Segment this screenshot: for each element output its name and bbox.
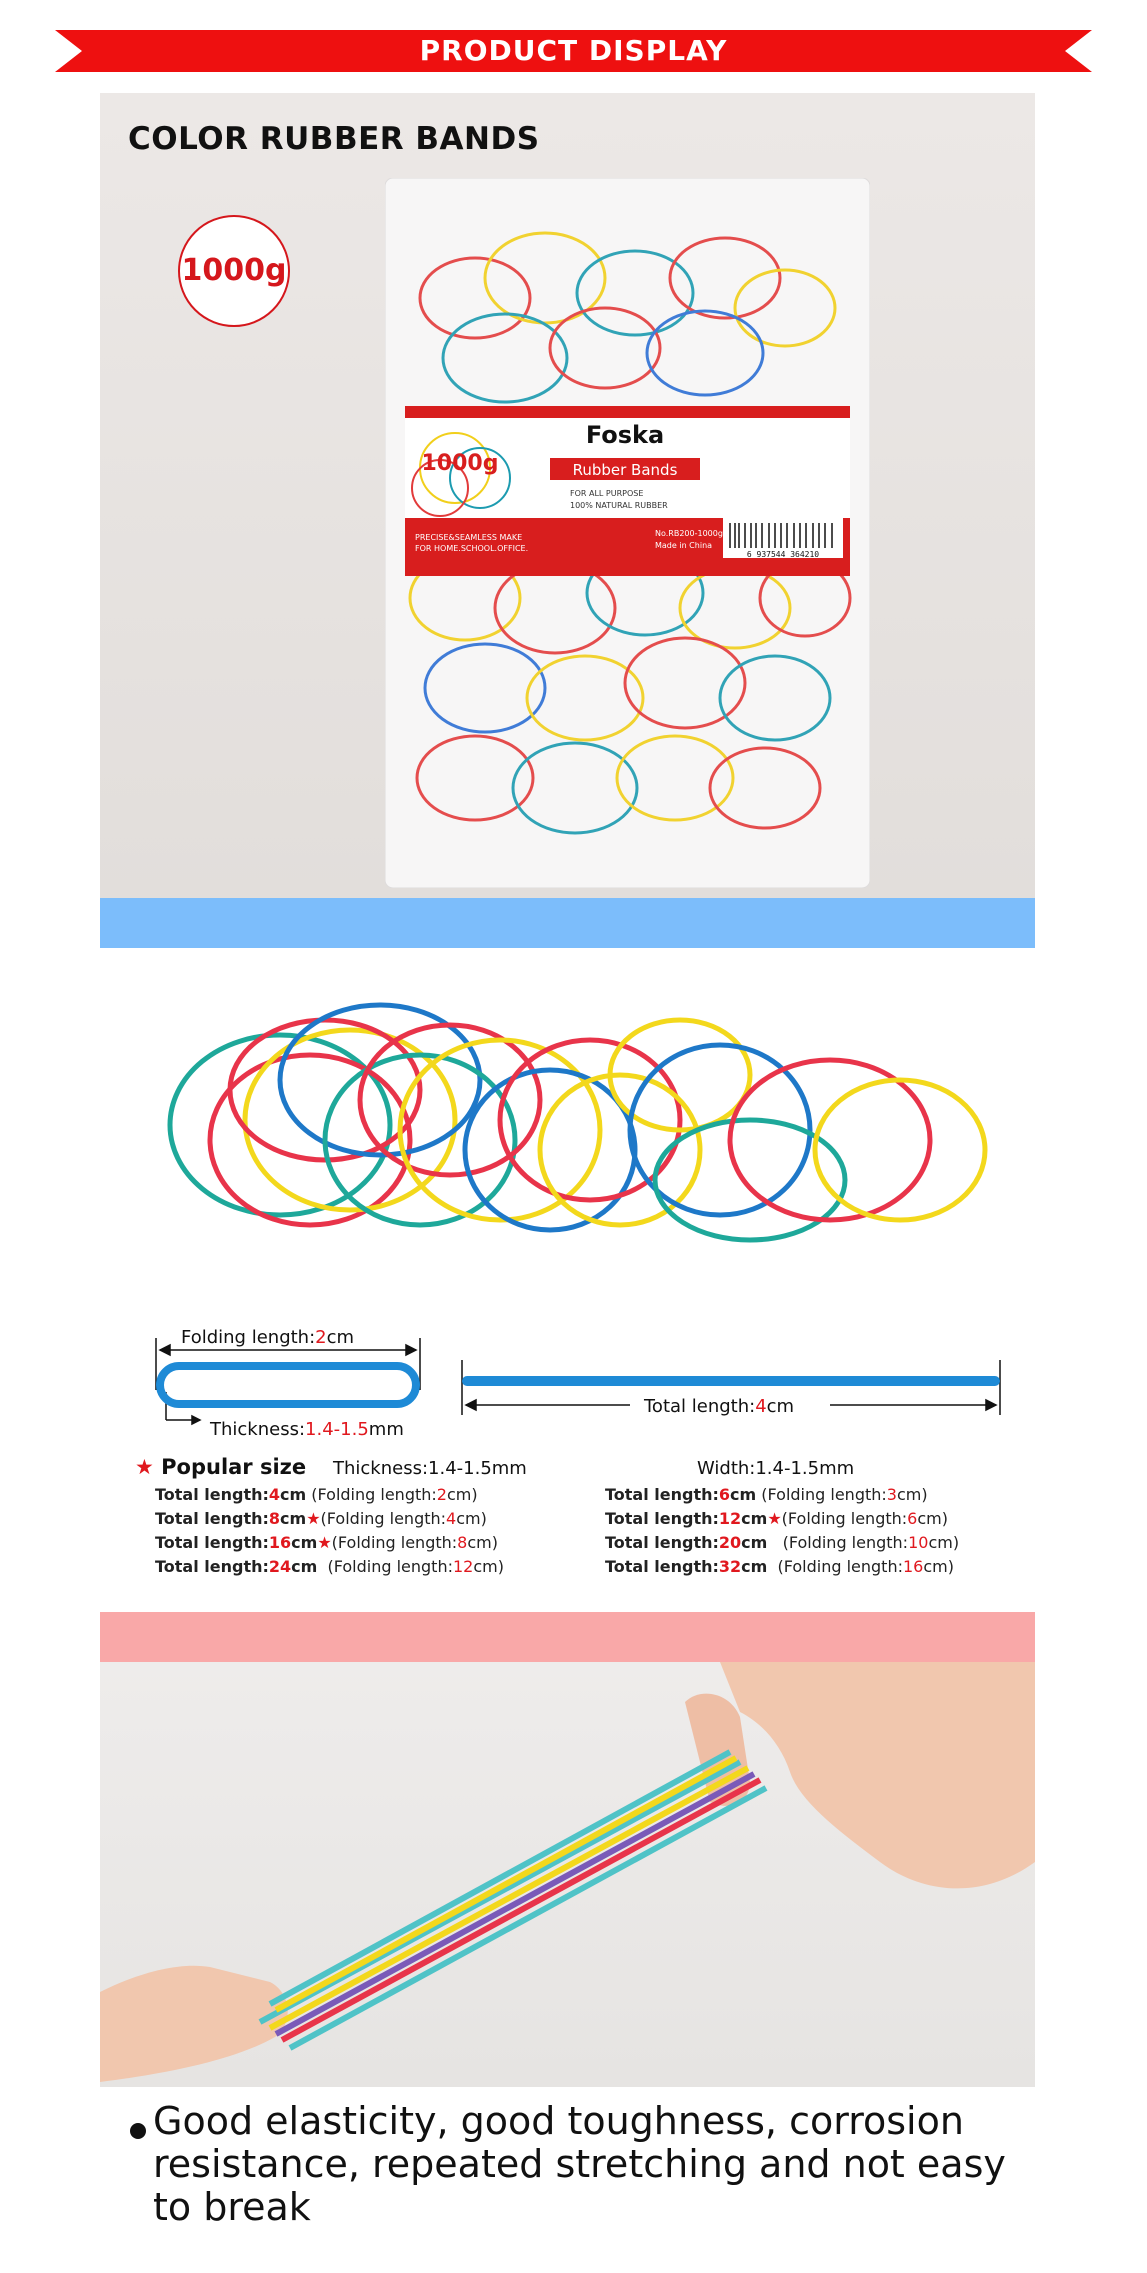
- package-model: No.RB200-1000g: [655, 529, 723, 538]
- folding-close: cm): [923, 1557, 954, 1576]
- star-icon: ★: [767, 1509, 782, 1528]
- popular-size-heading: [135, 1455, 306, 1479]
- thickness-text: Thickness:: [210, 1419, 306, 1440]
- star-icon: ★: [306, 1509, 321, 1528]
- product-title: COLOR RUBBER BANDS: [128, 121, 540, 157]
- star-icon: ★: [135, 1455, 154, 1479]
- total-length-label: [644, 1396, 794, 1417]
- folding-length-text: Folding length:: [181, 1327, 316, 1348]
- total-length-value: 4: [268, 1485, 281, 1504]
- folding-length-value: 16: [902, 1557, 924, 1576]
- size-row: [605, 1557, 954, 1576]
- folding-close: cm): [473, 1557, 504, 1576]
- total-length-label: Total length:: [155, 1509, 269, 1528]
- total-length-label: Total length:: [605, 1485, 719, 1504]
- package-slogan1: PRECISE&SEAMLESS MAKE: [415, 533, 523, 542]
- folding-length-value: 12: [452, 1557, 474, 1576]
- pink-divider: [100, 1612, 1035, 1662]
- total-length-label: Total length:: [605, 1533, 719, 1552]
- blue-divider: [100, 898, 1035, 948]
- thickness-label: [210, 1419, 404, 1440]
- total-length-value: 12: [718, 1509, 742, 1528]
- folding-close: cm): [467, 1533, 498, 1552]
- loose-rubber-bands-image: [150, 980, 1010, 1280]
- total-length-value: 8: [268, 1509, 281, 1528]
- size-row: [155, 1485, 478, 1504]
- size-row: [605, 1509, 948, 1528]
- rubber-band-bag-image: [385, 178, 870, 888]
- folding-open: (Folding length:: [781, 1509, 908, 1528]
- total-length-text: Total length:: [644, 1396, 756, 1417]
- folding-length-value: 2: [436, 1485, 447, 1504]
- width-header: Width:1.4-1.5mm: [697, 1458, 855, 1479]
- folding-open: (Folding length:: [756, 1485, 887, 1504]
- package-origin: Made in China: [655, 541, 713, 550]
- folding-open: (Folding length:: [331, 1533, 458, 1552]
- folding-length-value: 10: [908, 1533, 929, 1552]
- popular-size-label: Popular size: [161, 1455, 307, 1479]
- thickness-value: 1.4-1.5: [305, 1419, 369, 1440]
- thickness-unit: mm: [368, 1419, 404, 1440]
- total-length-unit: cm: [766, 1396, 795, 1417]
- size-table: [135, 1455, 1015, 1585]
- folding-close: cm): [446, 1485, 478, 1504]
- package-product: Rubber Bands: [572, 461, 678, 479]
- total-length-unit: cm: [741, 1509, 768, 1528]
- size-row: [155, 1533, 498, 1552]
- total-length-label: Total length:: [605, 1509, 719, 1528]
- package-badge: 1000g: [421, 451, 499, 476]
- package-slogan2: FOR HOME.SCHOOL.OFFICE.: [415, 544, 529, 553]
- package-line2: 100% NATURAL RUBBER: [570, 501, 668, 510]
- size-row: [155, 1509, 487, 1528]
- total-length-value: 20: [718, 1533, 742, 1552]
- total-length-value: 32: [718, 1557, 742, 1576]
- folding-length-unit: cm: [326, 1327, 355, 1348]
- folding-close: cm): [456, 1509, 487, 1528]
- product-photo-panel: [100, 93, 1035, 898]
- folding-length-value: 8: [457, 1533, 468, 1552]
- total-length-label: Total length:: [155, 1533, 269, 1552]
- feature-description: Good elasticity, good toughness, corrosion resistance, repeated stretching and not easy to break: [153, 2099, 1006, 2229]
- folding-length-value: 3: [886, 1485, 897, 1504]
- weight-badge: 1000g: [181, 253, 287, 288]
- total-length-value: 6: [718, 1485, 731, 1504]
- total-length-unit: cm: [730, 1485, 757, 1504]
- total-length-unit: cm: [291, 1533, 318, 1552]
- size-row: [605, 1485, 928, 1504]
- folding-close: cm): [928, 1533, 960, 1552]
- package-barcode-number: 6 937544 364210: [746, 550, 820, 559]
- folding-open: (Folding length:: [767, 1557, 903, 1576]
- folding-length-label: [181, 1327, 354, 1348]
- total-length-label: Total length:: [605, 1557, 719, 1576]
- bullet-icon: [130, 2123, 146, 2139]
- total-length-value: 24: [268, 1557, 292, 1576]
- hand-stretch-image: [100, 1662, 1035, 2087]
- banner-title: PRODUCT DISPLAY: [419, 34, 728, 67]
- star-icon: ★: [317, 1533, 332, 1552]
- total-length-unit: cm: [741, 1533, 768, 1552]
- total-length-unit: cm: [280, 1509, 307, 1528]
- stretching-photo: [100, 1662, 1035, 2087]
- total-length-label: Total length:: [155, 1557, 269, 1576]
- package-line1: FOR ALL PURPOSE: [570, 489, 644, 498]
- folding-length-value: 6: [907, 1509, 918, 1528]
- folding-open: (Folding length:: [767, 1533, 909, 1552]
- folding-close: cm): [917, 1509, 948, 1528]
- folding-length-value: 4: [446, 1509, 457, 1528]
- thickness-header: Thickness:1.4-1.5mm: [333, 1458, 527, 1479]
- folding-open: (Folding length:: [317, 1557, 453, 1576]
- total-length-unit: cm: [291, 1557, 318, 1576]
- folding-length-value: 2: [315, 1327, 327, 1348]
- folding-open: (Folding length:: [306, 1485, 437, 1504]
- total-length-value: 4: [755, 1396, 767, 1417]
- size-row: [155, 1557, 504, 1576]
- package-brand: Foska: [585, 421, 665, 449]
- total-length-unit: cm: [741, 1557, 768, 1576]
- total-length-unit: cm: [280, 1485, 307, 1504]
- size-row: [605, 1533, 959, 1552]
- total-length-label: Total length:: [155, 1485, 269, 1504]
- folding-open: (Folding length:: [320, 1509, 447, 1528]
- folding-close: cm): [896, 1485, 928, 1504]
- total-length-value: 16: [268, 1533, 292, 1552]
